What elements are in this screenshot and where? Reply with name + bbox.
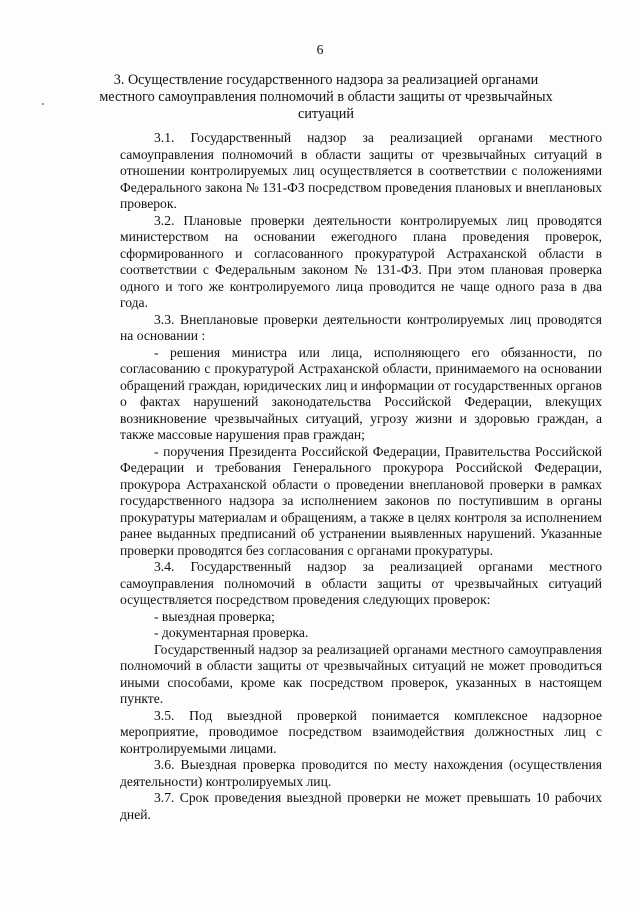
list-item-minister-decision: - решения министра или лица, исполняющего его обязанности, по согласованию с прокуратурой Астраханской области, принимаемого на основании обращений граждан, юридических лиц и информации от государственных органов о фактах нарушений законодательства Российской Федерации, влекущих возникновение чрезвычайных ситуаций, угрозу жизни и здоровью граждан, а также массовые нарушения прав граждан; [120, 344, 602, 442]
paragraph-3-7: 3.7. Срок проведения выездной проверки не может превышать 10 рабочих дней. [120, 790, 602, 822]
paragraph-3-3: 3.3. Внеплановые проверки деятельности контролируемых лиц проводятся на основании : [120, 311, 602, 343]
paragraph-3-1: 3.1. Государственный надзор за реализацией органами местного самоуправления полномочий в области защиты от чрезвычайных ситуаций в отношении контролируемых лиц осуществляется в соответствии с положениями Федерального закона № 131-ФЗ посредством проведения плановых и внеплановых проверок. [120, 130, 602, 211]
paragraph-3-4-note: Государственный надзор за реализацией органами местного самоуправления полномочий в области защиты от чрезвычайных ситуаций не может проводиться иными способами, кроме как посредством проверок, указанных в настоящем пункте. [120, 641, 602, 706]
list-item-documentary-inspection: - документарная проверка. [154, 625, 309, 640]
paragraph-3-5: 3.5. Под выездной проверкой понимается комплексное надзорное мероприятие, проводимое посредством взаимодействия должностных лиц с контролируемыми лицами. [120, 707, 602, 756]
page-number: 6 [316, 42, 324, 57]
paragraph-3-2: 3.2. Плановые проверки деятельности контролируемых лиц проводятся министерством на основании ежегодного плана проведения проверок, сформированного и согласованного прокуратурой Астраханской области в соответствии с Федеральным законом № 131-ФЗ. При этом плановая проверка одного и того же контролируемого лица проводится не чаще одного раза в два года. [120, 212, 602, 310]
scan-speck [42, 103, 44, 105]
section-title: 3. Осуществление государственного надзора за реализацией органами местного самоуправления полномочий в области защиты от чрезвычайных ситуаций [99, 72, 553, 122]
paragraph-3-4: 3.4. Государственный надзор за реализацией органами местного самоуправления полномочий в области защиты от чрезвычайных ситуаций осуществляется посредством проведения следующих проверок: [120, 559, 602, 607]
list-item-field-inspection: - выездная проверка; [154, 608, 275, 624]
list-item-president-order: - поручения Президента Российской Федерации, Правительства Российской Федерации и требования Генерального прокурора Российской Федерации, прокурора Астраханской области о проведении внеплановой проверки в рамках государственного надзора за исполнением законов по поступившим в органы прокуратуры материалам и обращениям, а также в целях контроля за исполнением ранее выданных предписаний об устранении выявленных нарушений. Указанные проверки проводятся без согласования с органами прокуратуры. [120, 443, 602, 558]
paragraph-3-6: 3.6. Выездная проверка проводится по месту нахождения (осуществления деятельности) контролируемых лиц. [120, 757, 602, 789]
section-body [120, 130, 602, 823]
